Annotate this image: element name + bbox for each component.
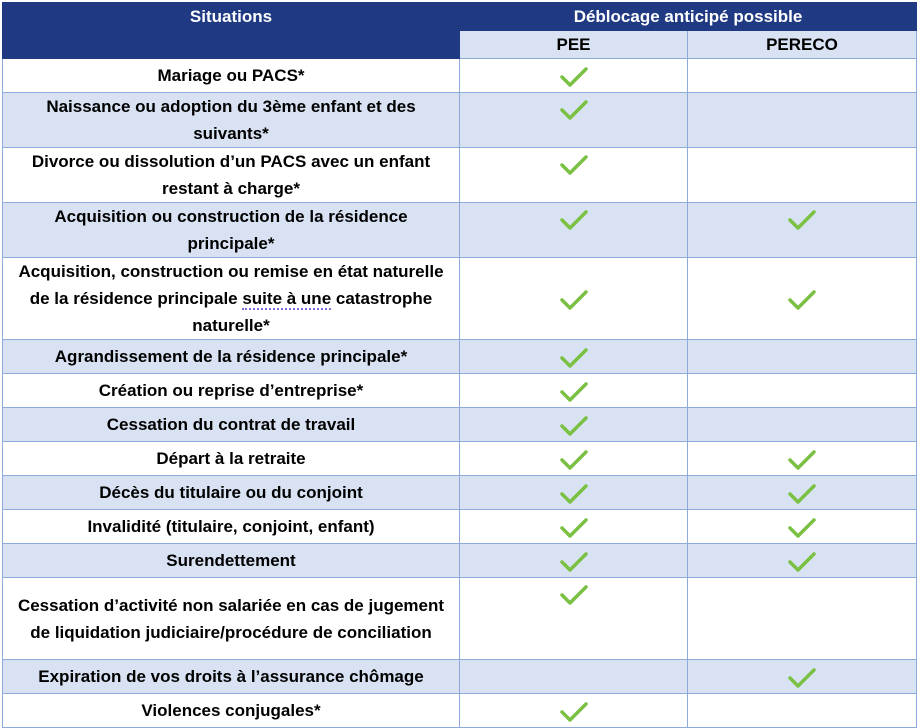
table-row [3, 93, 917, 148]
row-label-flagged: suite à une [242, 289, 332, 308]
pereco-cell [688, 578, 917, 660]
table-row [3, 408, 917, 442]
check-icon [559, 584, 589, 606]
check-icon [559, 381, 589, 403]
pereco-cell [688, 374, 917, 408]
row-label [3, 258, 460, 340]
row-label: Surendettement [3, 544, 460, 578]
row-label-part: catastrophe naturelle* [192, 289, 433, 335]
pee-cell [460, 660, 688, 694]
check-icon [559, 551, 589, 573]
row-label: Divorce ou dissolution d’un PACS avec un enfant restant à charge* [3, 148, 460, 203]
pee-cell [460, 93, 688, 148]
check-icon [559, 289, 589, 311]
pereco-cell [688, 258, 917, 340]
table-row [3, 510, 917, 544]
pereco-cell [688, 93, 917, 148]
check-icon [787, 209, 817, 231]
row-label: Expiration de vos droits à l’assurance chômage [3, 660, 460, 694]
check-icon [559, 517, 589, 539]
pereco-cell [688, 203, 917, 258]
row-label: Acquisition ou construction de la résidence principale* [3, 203, 460, 258]
check-icon [787, 483, 817, 505]
table-row [3, 544, 917, 578]
check-icon [559, 483, 589, 505]
table-row [3, 476, 917, 510]
row-label: Invalidité (titulaire, conjoint, enfant) [3, 510, 460, 544]
table-row [3, 340, 917, 374]
pereco-cell [688, 476, 917, 510]
row-label: Naissance ou adoption du 3ème enfant et des suivants* [3, 93, 460, 148]
check-icon [559, 66, 589, 88]
check-icon [787, 289, 817, 311]
table-row [3, 442, 917, 476]
check-icon [559, 347, 589, 369]
check-icon [787, 449, 817, 471]
row-label: Départ à la retraite [3, 442, 460, 476]
pee-cell [460, 203, 688, 258]
pereco-cell [688, 510, 917, 544]
check-icon [787, 517, 817, 539]
header-pee [460, 31, 688, 59]
check-icon [787, 667, 817, 689]
table-row [3, 694, 917, 728]
row-label-part: Acquisition, construction ou remise en état naturelle de la résidence principale [18, 262, 444, 308]
check-icon [559, 99, 589, 121]
table-row [3, 578, 917, 660]
check-icon [559, 449, 589, 471]
check-icon [559, 209, 589, 231]
table-row [3, 203, 917, 258]
row-label: Agrandissement de la résidence principale* [3, 340, 460, 374]
pereco-cell [688, 408, 917, 442]
pee-cell [460, 442, 688, 476]
pee-cell [460, 694, 688, 728]
header-deblocage [460, 3, 917, 31]
header-pee-label: PEE [556, 35, 591, 54]
pereco-cell [688, 59, 917, 93]
pereco-cell [688, 660, 917, 694]
deblocage-table [2, 2, 917, 728]
table-row [3, 660, 917, 694]
pereco-cell [688, 340, 917, 374]
table-row [3, 59, 917, 93]
header-pereco [688, 31, 917, 59]
check-icon [559, 701, 589, 723]
pereco-cell [688, 544, 917, 578]
pee-cell [460, 476, 688, 510]
header-pereco-label: PERECO [766, 35, 838, 54]
row-label: Décès du titulaire ou du conjoint [3, 476, 460, 510]
pee-cell [460, 374, 688, 408]
pereco-cell [688, 148, 917, 203]
pee-cell [460, 408, 688, 442]
row-label: Cessation d’activité non salariée en cas de jugement de liquidation judiciaire/procédure de conciliation [3, 578, 460, 660]
pee-cell [460, 258, 688, 340]
check-icon [559, 415, 589, 437]
pee-cell [460, 148, 688, 203]
row-label: Création ou reprise d’entreprise* [3, 374, 460, 408]
pee-cell [460, 544, 688, 578]
check-icon [559, 154, 589, 176]
table-row [3, 148, 917, 203]
row-label: Violences conjugales* [3, 694, 460, 728]
pee-cell [460, 340, 688, 374]
check-icon [787, 551, 817, 573]
header-situations [3, 3, 460, 59]
table-row [3, 258, 917, 340]
header-situations-label: Situations [189, 7, 273, 26]
pereco-cell [688, 442, 917, 476]
header-deblocage-label: Déblocage anticipé possible [573, 7, 803, 26]
pee-cell [460, 59, 688, 93]
row-label: Cessation du contrat de travail [3, 408, 460, 442]
pereco-cell [688, 694, 917, 728]
pee-cell [460, 510, 688, 544]
pee-cell [460, 578, 688, 660]
table-row [3, 374, 917, 408]
row-label: Mariage ou PACS* [3, 59, 460, 93]
